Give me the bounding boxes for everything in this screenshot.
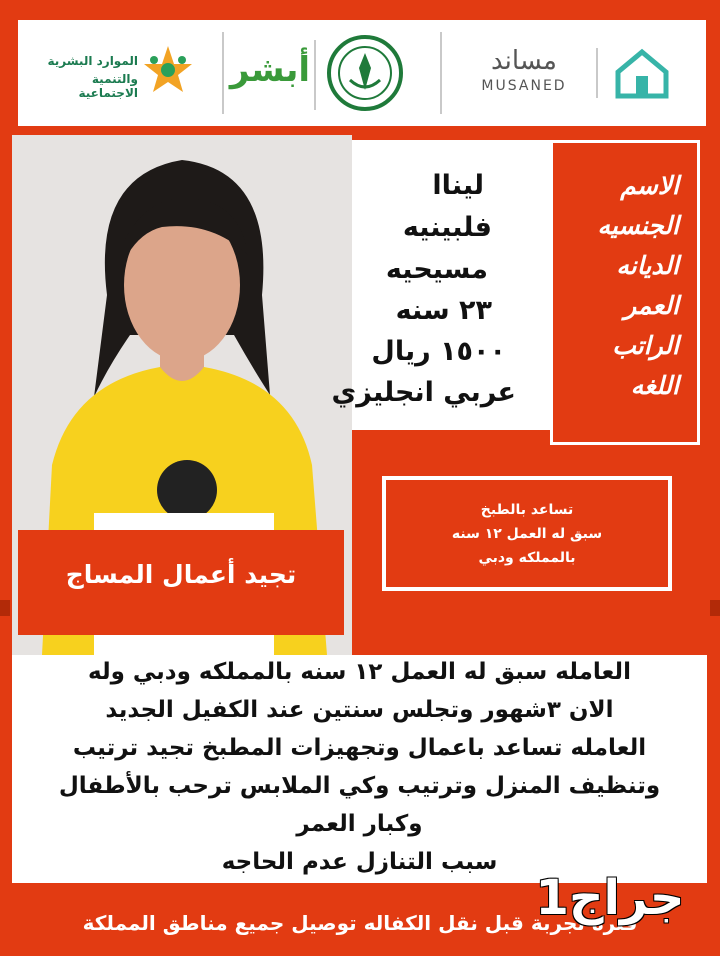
label-language: اللغه xyxy=(630,371,679,400)
description-line: سبب التنازل عدم الحاجه xyxy=(221,849,498,875)
skill-line: بالمملكه ودبي xyxy=(478,550,576,566)
label-religion: الديانه xyxy=(616,251,679,280)
description-panel xyxy=(12,655,707,883)
description-line: وكبار العمر xyxy=(296,811,423,837)
edge-mark xyxy=(710,600,720,616)
value-religion: مسيحيه xyxy=(385,254,488,285)
skills-box xyxy=(382,476,672,591)
footer-text: فترة تجربة قبل نقل الكفاله توصيل جميع مناطق المملكة xyxy=(82,911,638,935)
mhrsd-text-2: والتنمية الاجتماعية xyxy=(78,72,138,100)
watermark-stamp: جراج1 xyxy=(535,870,685,926)
value-language: عربي انجليزي xyxy=(331,377,516,408)
divider xyxy=(314,40,316,110)
description-line: وتنظيف المنزل وترتيب وكي الملابس ترحب بالأطفال xyxy=(58,773,661,799)
value-name: ليناا xyxy=(432,170,484,201)
value-salary: ١٥٠٠ ريال xyxy=(371,336,506,367)
description-line: العامله سبق له العمل ١٢ سنه بالمملكه ودبي وله xyxy=(88,659,631,685)
skill-line: تساعد بالطبخ xyxy=(480,502,574,518)
label-age: العمر xyxy=(624,291,679,320)
description-line: العامله تساعد باعمال وتجهيزات المطبخ تجيد ترتيب xyxy=(72,735,647,761)
description-line: الان ٣شهور وتجلس سنتين عند الكفيل الجديد xyxy=(105,697,614,723)
label-nationality: الجنسيه xyxy=(597,211,679,240)
absher-logo xyxy=(229,28,310,120)
house-icon xyxy=(610,42,674,106)
absher-text: أبشر xyxy=(229,50,310,90)
profile-values-card xyxy=(331,140,552,430)
musaned-text-en: MUSANED xyxy=(481,78,567,94)
label-name: الاسم xyxy=(620,171,679,200)
profile-labels-card xyxy=(550,140,700,445)
mhrsd-logo xyxy=(30,30,210,116)
massage-banner-text: تجيد أعمال المساج xyxy=(65,560,297,589)
musaned-logo xyxy=(440,28,690,118)
value-nationality: فلبينيه xyxy=(402,212,492,243)
edge-mark xyxy=(0,600,10,616)
skill-line: سبق له العمل ١٢ سنه xyxy=(451,526,603,542)
musaned-text-ar: مساند xyxy=(491,46,557,76)
ministry-seal-logo xyxy=(322,28,408,118)
label-salary: الراتب xyxy=(612,331,679,360)
divider xyxy=(222,32,224,114)
value-age: ٢٣ سنه xyxy=(395,295,492,326)
divider xyxy=(596,48,598,98)
mhrsd-text-1: الموارد البشرية xyxy=(47,54,138,68)
